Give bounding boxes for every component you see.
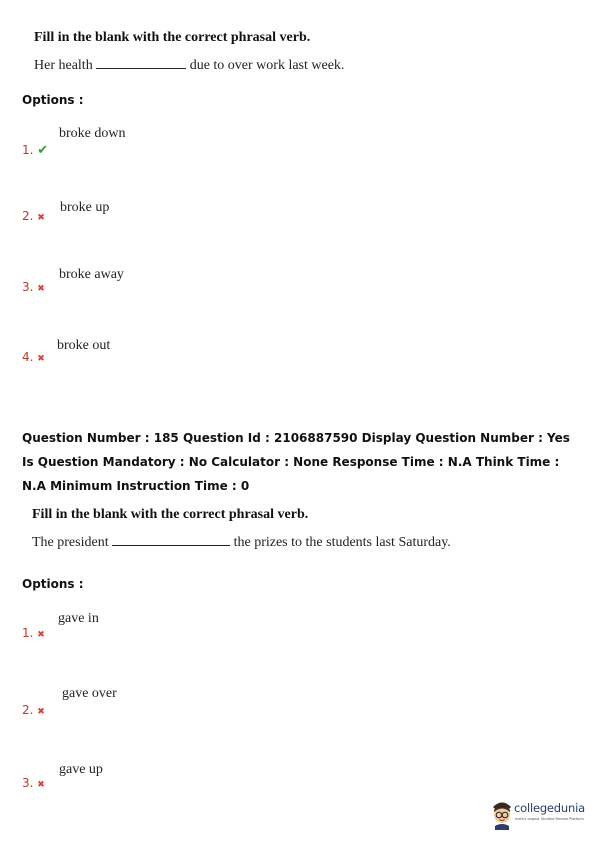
option-number: 1. <box>22 626 34 640</box>
question-1-option-3-text[interactable]: broke away <box>59 267 124 282</box>
question-1-option-3-marker <box>22 280 45 294</box>
question-1-option-4-text[interactable]: broke out <box>57 338 111 353</box>
mascot-icon <box>490 798 514 830</box>
question-1-title: Fill in the blank with the correct phrasal verb. <box>34 30 311 45</box>
question-1-stem-after: due to over work last week. <box>189 58 345 73</box>
question-2-option-2-text[interactable]: gave over <box>62 686 117 701</box>
question-2-option-2-marker <box>22 703 45 717</box>
question-2-option-3-marker <box>22 776 45 790</box>
logo-wordmark: collegedunia <box>514 801 585 815</box>
question-1-option-4-marker <box>22 350 45 364</box>
option-number: 2. <box>22 209 34 223</box>
option-number: 3. <box>22 280 34 294</box>
question-2-options-label: Options : <box>22 577 84 591</box>
question-1-blank <box>96 57 186 69</box>
question-2-stem-after: the prizes to the students last Saturday. <box>233 535 451 550</box>
check-icon: ✔ <box>37 143 49 158</box>
logo-tagline: India's largest Student Review Platform <box>515 817 584 821</box>
question-2-blank <box>112 534 230 546</box>
option-number: 2. <box>22 703 34 717</box>
cross-icon: ✖ <box>37 213 45 223</box>
question-2-option-1-marker <box>22 626 45 640</box>
cross-icon: ✖ <box>37 630 45 640</box>
question-1-options-label: Options : <box>22 93 84 107</box>
cross-icon: ✖ <box>37 707 45 717</box>
cross-icon: ✖ <box>37 780 45 790</box>
option-number: 1. <box>22 143 34 157</box>
question-2-option-3-text[interactable]: gave up <box>59 762 103 777</box>
cross-icon: ✖ <box>37 354 45 364</box>
collegedunia-logo <box>490 798 590 832</box>
question-2-option-1-text[interactable]: gave in <box>58 611 99 626</box>
cross-icon: ✖ <box>37 284 45 294</box>
question-2-title: Fill in the blank with the correct phrasal verb. <box>32 507 309 522</box>
question-2-meta: Question Number : 185 Question Id : 2106887590 Display Question Number : Yes Is Question Mandatory : No Calculator : None Response Time : N.A Think Time : N.A Minimum Instruction Time : 0 <box>22 431 570 493</box>
option-number: 3. <box>22 776 34 790</box>
question-1-option-1-text[interactable]: broke down <box>59 126 126 141</box>
question-2-stem <box>32 534 451 551</box>
question-1-stem <box>34 57 344 74</box>
question-1-option-2-marker <box>22 209 45 223</box>
question-1-option-2-text[interactable]: broke up <box>60 200 110 215</box>
question-2-stem-before: The president <box>32 535 109 550</box>
question-1-option-1-marker <box>22 143 48 158</box>
question-1-stem-before: Her health <box>34 58 93 73</box>
option-number: 4. <box>22 350 34 364</box>
